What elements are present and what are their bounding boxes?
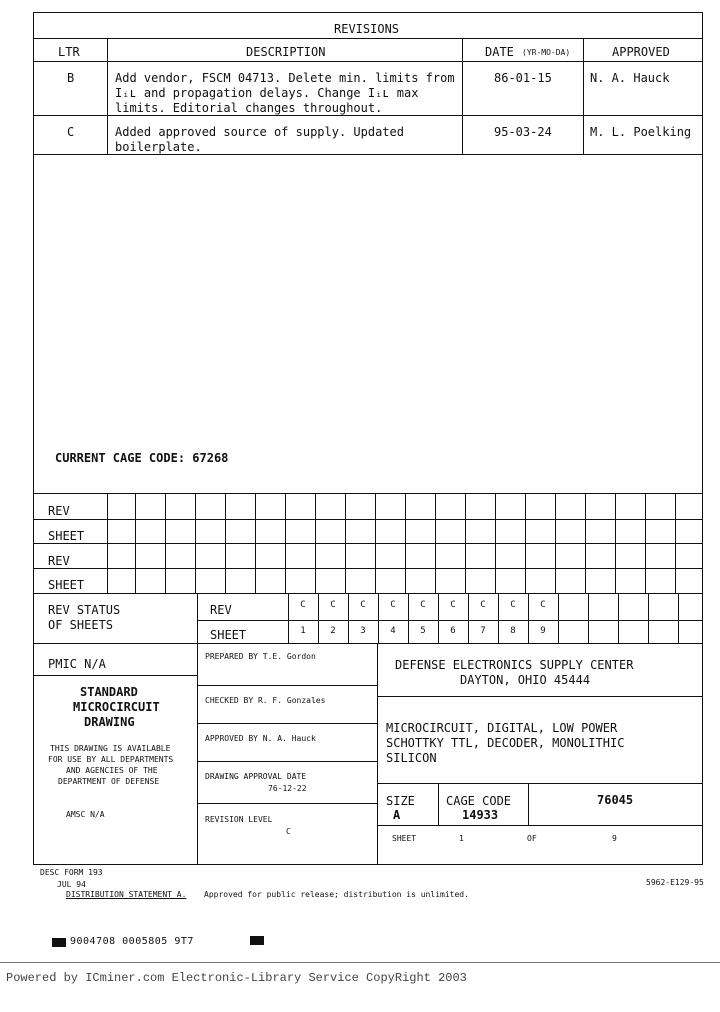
availability-note: THIS DRAWING IS AVAILABLE [50,744,171,753]
barcode-text: 9004708 0005805 9T7 [70,936,194,947]
grid-line [107,493,108,593]
grid-line [285,493,286,593]
size-value: A [393,808,401,822]
rev-status-rev-cell: C [510,600,516,610]
rev-row-desc-line: Added approved source of supply. Updated [115,125,404,139]
grid-line [345,493,346,593]
amsc: AMSC N/A [66,810,105,819]
doc-code: 5962-E129-95 [646,878,704,887]
agency-address: DAYTON, OHIO 45444 [460,673,591,687]
drawing-title: SCHOTTKY TTL, DECODER, MONOLITHIC [386,736,625,750]
availability-note: AND AGENCIES OF THE [66,766,158,775]
status-grid-line [558,593,559,643]
standard-title: STANDARD [80,685,138,699]
grid-line [465,493,466,593]
grid-line [435,493,436,593]
status-grid-line [588,593,589,643]
rev-row-desc-line: limits. Editorial changes throughout. [115,101,383,115]
rev-status-rev-cell: C [300,600,306,610]
grid-line [585,493,586,593]
form-date: JUL 94 [57,880,86,889]
standard-title: DRAWING [84,715,135,729]
rev-row-approved: M. L. Poelking [590,125,692,139]
rev-status-sheet-cell: 8 [510,626,516,636]
grid-sheet-label: SHEET [48,529,85,543]
rev-status-sheet-cell: 9 [540,626,546,636]
grid-rev-label: REV [48,504,70,518]
sheet-number: 1 [459,834,464,843]
rev-status-rev-cell: C [330,600,336,610]
grid-line [195,493,196,593]
distribution-text: Approved for public release; distribution is unlimited. [204,890,469,899]
sheet-label: SHEET [392,834,417,843]
status-grid-line [618,593,619,643]
grid-line [375,493,376,593]
header-description: DESCRIPTION [246,45,326,59]
rev-row-desc-line: Iᵢʟ and propagation delays. Change Iᵢʟ max [115,86,419,100]
prepared-by: PREPARED BY T.E. Gordon [205,652,316,661]
rev-status-rev-cell: C [480,600,486,610]
grid-line [165,493,166,593]
rev-status-sheet-cell: 3 [360,626,366,636]
cage-code-value: 14933 [462,808,499,822]
grid-line [255,493,256,593]
header-date-format: (YR-MO-DA) [522,48,571,57]
rev-status-rev-cell: C [420,600,426,610]
rev-status-rev-cell: C [540,600,546,610]
drawing-title: MICROCIRCUIT, DIGITAL, LOW POWER [386,721,618,735]
header-date: DATE [485,45,514,59]
availability-note: DEPARTMENT OF DEFENSE [58,777,160,786]
revision-level-label: REVISION LEVEL [205,815,273,824]
grid-line [645,493,646,593]
rev-row-ltr: B [67,71,75,85]
drawing-title: SILICON [386,751,437,765]
drawing-number: 76045 [597,793,634,807]
rev-status-sheet-cell: 7 [480,626,486,636]
rev-row-date: 95-03-24 [494,125,552,139]
grid-line [675,493,676,593]
approved-by: APPROVED BY N. A. Hauck [205,734,316,743]
size-label: SIZE [386,794,415,808]
standard-title: MICROCIRCUIT [73,700,160,714]
approval-date-label: DRAWING APPROVAL DATE [205,772,307,781]
rev-status-label: REV STATUS [48,603,121,617]
availability-note: FOR USE BY ALL DEPARTMENTS [48,755,174,764]
barcode-block-right [250,936,264,945]
rev-status-rev-cell: C [450,600,456,610]
header-approved: APPROVED [612,45,670,59]
cage-code-label: CAGE CODE [446,794,512,808]
revisions-title: REVISIONS [334,22,400,36]
sheet-of: OF [527,834,537,843]
grid-line [495,493,496,593]
rev-status-sheet-cell: 6 [450,626,456,636]
rev-status-sheet-cell: 5 [420,626,426,636]
rev-row-desc-line: boilerplate. [115,140,202,154]
rev-status-sheet-cell: 2 [330,626,336,636]
rev-row-ltr: C [67,125,75,139]
rev-status-sheet-label: SHEET [210,628,247,642]
grid-line [405,493,406,593]
grid-line [225,493,226,593]
rev-row-approved: N. A. Hauck [590,71,670,85]
sheet-total: 9 [612,834,617,843]
grid-line [135,493,136,593]
pmic: PMIC N/A [48,657,106,671]
grid-line [615,493,616,593]
rev-status-label: OF SHEETS [48,618,114,632]
form-number: DESC FORM 193 [40,868,103,877]
rev-row-date: 86-01-15 [494,71,552,85]
grid-rev-label: REV [48,554,70,568]
status-grid-line [648,593,649,643]
grid-line [525,493,526,593]
status-grid-line [678,593,679,643]
grid-sheet-label: SHEET [48,578,85,592]
rev-status-sheet-cell: 4 [390,626,396,636]
rev-row-desc-line: Add vendor, FSCM 04713. Delete min. limits from [115,71,455,85]
grid-line [315,493,316,593]
rev-status-rev-label: REV [210,603,232,617]
checked-by: CHECKED BY R. F. Gonzales [205,696,326,705]
rev-status-rev-cell: C [360,600,366,610]
current-cage-code: CURRENT CAGE CODE: 67268 [55,451,229,465]
powered-by: Powered by ICminer.com Electronic-Library Service CopyRight 2003 [6,971,467,985]
rev-status-sheet-cell: 1 [300,626,306,636]
distribution-label: DISTRIBUTION STATEMENT A. [66,890,187,899]
barcode-block-left [52,938,66,947]
revision-level: C [286,827,291,836]
agency-name: DEFENSE ELECTRONICS SUPPLY CENTER [395,658,634,672]
rev-status-rev-cell: C [390,600,396,610]
header-ltr: LTR [58,45,80,59]
approval-date: 76-12-22 [268,784,307,793]
grid-line [555,493,556,593]
